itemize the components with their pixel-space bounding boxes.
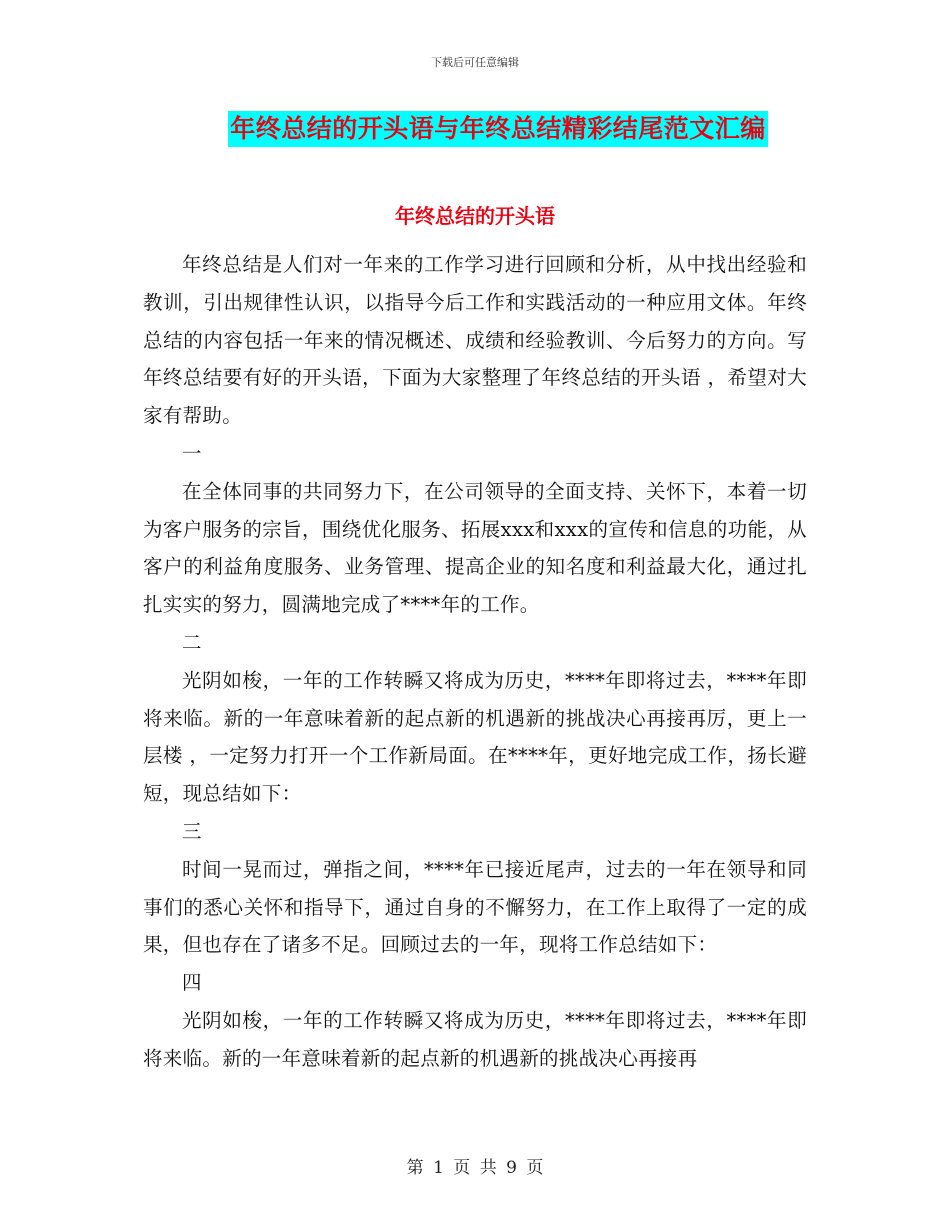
page-number-footer: 第 1 页 共 9 页 <box>406 1158 544 1178</box>
item-numeral-2: 二 <box>182 630 202 654</box>
item-paragraph-4: 光阴如梭，一年的工作转瞬又将成为历史，****年即将过去，****年即将来临。新的一年意味着新的起点新的机遇新的挑战决心再接再 <box>143 1008 807 1070</box>
item-numeral-4: 四 <box>182 971 202 995</box>
intro-paragraph: 年终总结是人们对一年来的工作学习进行回顾和分析，从中找出经验和教训，引出规律性认识，以指导今后工作和实践活动的一种应用文体。年终总结的内容包括一年来的情况概述、成绩和经验教训、今后努力的方向。写年终总结要有好的开头语，下面为大家整理了年终总结的开头语 ，希望对大家有帮助。 <box>143 253 807 428</box>
item-paragraph-2: 光阴如梭，一年的工作转瞬又将成为历史，****年即将过去，****年即将来临。新的一年意味着新的起点新的机遇新的挑战决心再接再厉，更上一层楼 ，一定努力打开一个工作新局面。在****年，更好地完成工作，扬长避短，现总结如下： <box>143 668 807 806</box>
item-paragraph-3: 时间一晃而过，弹指之间，****年已接近尾声，过去的一年在领导和同事们的悉心关怀和指导下，通过自身的不懈努力，在工作上取得了一定的成果，但也存在了诸多不足。回顾过去的一年，现将工作总结如下： <box>143 857 807 957</box>
document-title-wrapper <box>0 111 950 147</box>
document-body <box>143 246 807 1078</box>
page-header-note: 下载后可任意编辑 <box>431 56 519 69</box>
item-numeral-1: 一 <box>182 441 202 465</box>
item-numeral-3: 三 <box>182 819 202 843</box>
document-title: 年终总结的开头语与年终总结精彩结尾范文汇编 <box>228 111 768 147</box>
item-paragraph-1: 在全体同事的共同努力下，在公司领导的全面支持、关怀下，本着一切为客户服务的宗旨，围绕优化服务、拓展xxx和xxx的宣传和信息的功能，从客户的利益角度服务、业务管理、提高企业的知名度和利益最大化，通过扎扎实实的努力，圆满地完成了****年的工作。 <box>143 479 807 617</box>
section-title: 年终总结的开头语 <box>395 204 555 228</box>
